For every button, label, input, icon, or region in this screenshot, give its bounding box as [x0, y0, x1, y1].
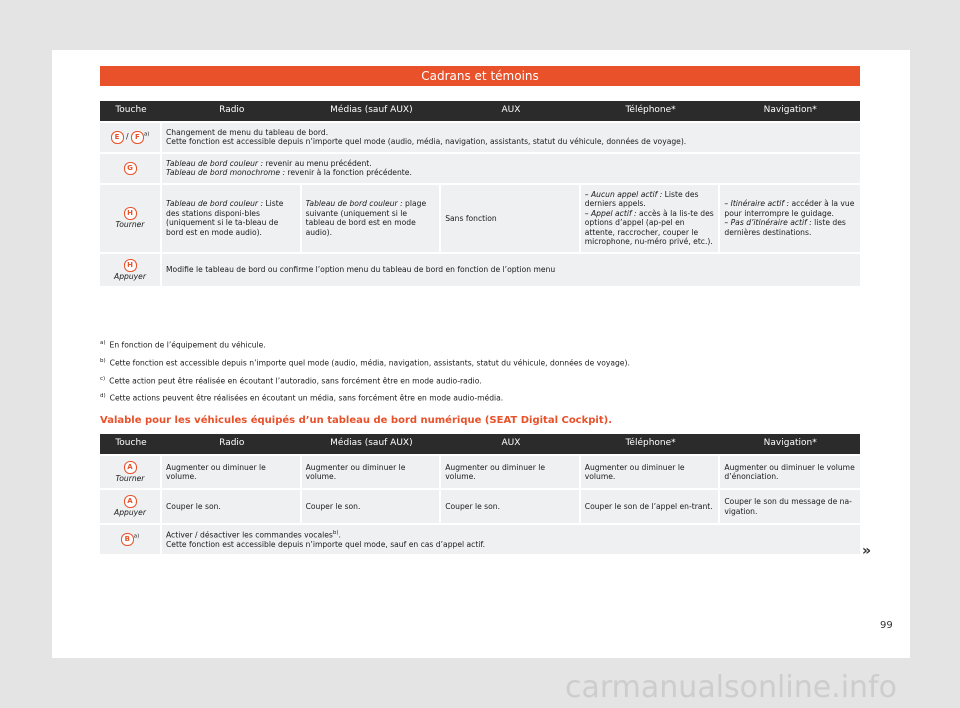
italic-label: Tableau de bord monochrome :	[166, 168, 286, 178]
text: revenir au menu précédent.	[263, 158, 372, 168]
footnote-mark: d)	[100, 393, 106, 399]
key-a-icon: A	[124, 495, 137, 508]
table-row	[100, 254, 860, 286]
key-h-icon: H	[124, 207, 137, 220]
italic-label: Tableau de bord couleur :	[166, 158, 264, 168]
description-cell	[162, 123, 860, 152]
medias-cell: Couper le son.	[302, 490, 442, 522]
aux-cell: Sans fonction	[441, 185, 581, 252]
italic-label: Tableau de bord couleur :	[305, 199, 403, 209]
header-touche: Touche	[100, 434, 162, 454]
footnote-mark: a)	[100, 340, 106, 346]
description-line: Changement de menu du tableau de bord.	[166, 128, 329, 137]
text: accéder à la vue pour interrompre le guidage.	[724, 199, 855, 218]
navigation-cell: Couper le son du message de na-vigation.	[720, 490, 860, 522]
header-navigation: Navigation*	[720, 101, 860, 121]
description-cell	[162, 154, 860, 183]
footnote-mark: b)	[100, 358, 106, 364]
footnote-text: Cette actions peuvent être réalisées en écoutant un média, sans forcément être en mode audio-média.	[109, 393, 504, 403]
header-medias: Médias (sauf AUX)	[302, 434, 442, 454]
italic-label: – Itinéraire actif :	[724, 199, 790, 209]
footnote	[100, 340, 266, 350]
text: Liste des derniers appels.	[584, 189, 699, 209]
footnote	[100, 358, 630, 368]
aux-cell: Couper le son.	[441, 490, 581, 522]
key-cell	[100, 154, 162, 183]
action-label: Appuyer	[114, 508, 146, 518]
telephone-cell	[581, 185, 721, 252]
controls-table-1	[100, 99, 860, 288]
text: liste des dernières destinations.	[724, 218, 846, 237]
key-f-icon: F	[131, 131, 144, 144]
key-cell	[100, 123, 162, 152]
footnote-ref: a)	[143, 131, 150, 138]
header-medias: Médias (sauf AUX)	[302, 101, 442, 121]
italic-label: Tableau de bord couleur :	[166, 199, 264, 209]
footnote	[100, 376, 482, 386]
key-b-icon: B	[121, 533, 134, 546]
header-telephone: Téléphone*	[581, 434, 721, 454]
header-touche: Touche	[100, 101, 162, 121]
aux-cell: Augmenter ou diminuer le volume.	[441, 456, 581, 488]
italic-label: – Appel actif :	[584, 208, 637, 218]
medias-cell: Augmenter ou diminuer le volume.	[302, 456, 442, 488]
description-line	[166, 159, 856, 168]
table-row	[100, 154, 860, 183]
medias-cell	[302, 185, 442, 252]
navigation-cell	[720, 185, 860, 252]
italic-label: – Aucun appel actif :	[584, 189, 663, 199]
key-cell	[100, 185, 162, 252]
footnote-text: En fonction de l’équipement du véhicule.	[109, 340, 266, 350]
text: Liste des stations disponi-bles (uniquement si le ta-bleau de bord est en mode audio).	[166, 199, 284, 237]
description-cell: Modifie le tableau de bord ou confirme l’option menu du tableau de bord en fonction de l’option menu	[162, 254, 860, 286]
text: revenir à la fonction précédente.	[285, 168, 412, 178]
footnote-ref: b)	[332, 529, 339, 536]
telephone-cell: Couper le son de l’appel en-trant.	[581, 490, 721, 522]
text: accès à la lis-te des options d’appel (ap-pel en attente, raccrocher, couper le microphone, nu-méro privé, etc.).	[584, 208, 714, 247]
telephone-cell: Augmenter ou diminuer le volume.	[581, 456, 721, 488]
footnote-text: Cette fonction est accessible depuis n’importe quel mode (audio, média, navigation, assistants, statut du véhicule, données de voyage).	[109, 358, 630, 368]
table-row	[100, 185, 860, 252]
italic-label: – Pas d’itinéraire actif :	[724, 218, 812, 228]
key-cell	[100, 525, 162, 555]
radio-cell: Augmenter ou diminuer le volume.	[162, 456, 302, 488]
navigation-cell: Augmenter ou diminuer le volume d’énonciation.	[720, 456, 860, 488]
section-title: Cadrans et témoins	[100, 66, 860, 86]
footnote	[100, 393, 503, 403]
header-radio: Radio	[162, 434, 302, 454]
watermark: carmanualsonline.info	[565, 670, 897, 705]
key-cell	[100, 254, 162, 286]
description-cell	[162, 525, 860, 555]
header-navigation: Navigation*	[720, 434, 860, 454]
separator: /	[125, 131, 129, 141]
text: plage suivante (uniquement si le tableau de bord est en mode audio).	[305, 199, 427, 237]
key-a-icon: A	[124, 461, 137, 474]
radio-cell	[162, 185, 302, 252]
footnote-mark: c)	[100, 376, 106, 382]
footnote-text: Cette action peut être réalisée en écoutant l’autoradio, sans forcément être en mode audio-radio.	[109, 376, 482, 386]
radio-cell: Couper le son.	[162, 490, 302, 522]
controls-table-2	[100, 432, 860, 556]
header-aux: AUX	[441, 101, 581, 121]
header-telephone: Téléphone*	[581, 101, 721, 121]
action-label: Appuyer	[114, 271, 146, 281]
table-row	[100, 123, 860, 152]
description-line	[166, 530, 856, 540]
action-label: Tourner	[115, 474, 145, 483]
action-label: Tourner	[115, 220, 145, 230]
description-line	[166, 168, 856, 177]
description-line: Cette fonction est accessible depuis n’importe quel mode, sauf en cas d’appel actif.	[166, 539, 485, 549]
text: Activer / désactiver les commandes vocales	[166, 530, 333, 540]
table-header-row	[100, 101, 860, 121]
page-number: 99	[880, 620, 893, 631]
table-header-row	[100, 434, 860, 454]
table-row	[100, 525, 860, 555]
section-subheading: Valable pour les véhicules équipés d’un tableau de bord numérique (SEAT Digital Cockpit).	[100, 415, 612, 426]
table-row	[100, 490, 860, 522]
key-e-icon: E	[111, 131, 124, 144]
key-cell	[100, 456, 162, 488]
description-line: Cette fonction est accessible depuis n’importe quel mode (audio, média, navigation, assistants, statut du véhicule, données de voyage).	[166, 137, 687, 147]
header-radio: Radio	[162, 101, 302, 121]
continue-mark: »	[862, 543, 872, 559]
key-g-icon: G	[124, 162, 137, 175]
text: .	[338, 530, 341, 540]
table-row	[100, 456, 860, 488]
key-h-icon: H	[124, 259, 137, 272]
header-aux: AUX	[441, 434, 581, 454]
key-cell	[100, 490, 162, 522]
footnote-ref: a)	[133, 533, 140, 540]
